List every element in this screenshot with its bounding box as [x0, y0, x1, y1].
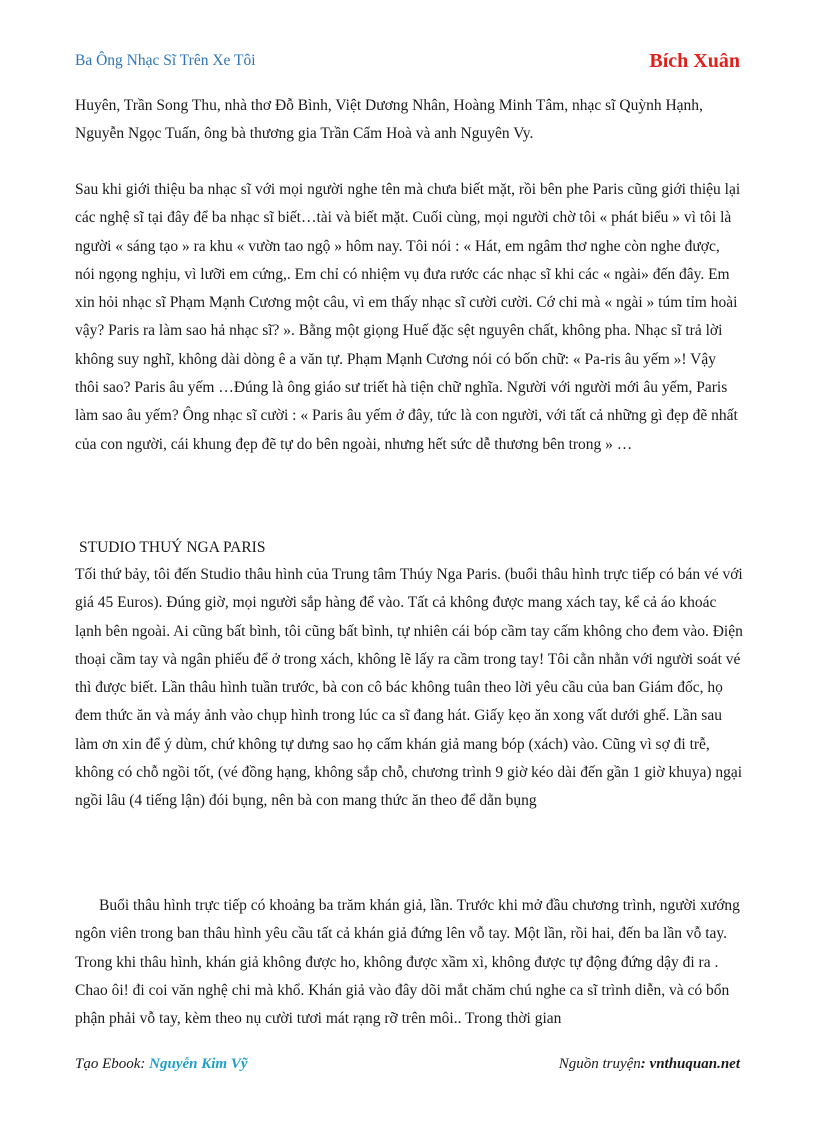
- footer-ebook-credit: [75, 1056, 248, 1073]
- footer-ebook-label: Tạo Ebook: [75, 1056, 141, 1072]
- footer-source-site: vnthuquan.net: [649, 1056, 740, 1072]
- paragraph-1: Huyên, Trần Song Thu, nhà thơ Đỗ Bình, Việt Dương Nhân, Hoàng Minh Tâm, nhạc sĩ Quỳnh Hạnh, Nguyễn Ngọc Tuấn, ông bà thương gia Trần Cẩm Hoà và anh Nguyên Vy.: [75, 97, 703, 143]
- section-heading: STUDIO THUÝ NGA PARIS: [79, 539, 266, 556]
- footer-ebook-separator: :: [140, 1056, 150, 1072]
- header-author: Bích Xuân: [649, 50, 740, 72]
- footer-source-separator: :: [640, 1056, 650, 1072]
- paragraph-3: Tối thứ bảy, tôi đến Studio thâu hình của Trung tâm Thúy Nga Paris. (buổi thâu hình trực tiếp có bán vé với giá 45 Euros). Đúng giờ, mọi người sắp hàng để vào. Tất cả không được mang xách tay, kể cả áo khoác lạnh bên ngoài. Ai cũng bất bình, tôi cũng bất bình, tự nhiên cái bóp cầm tay cấm không cho đem vào. Điện thoại cầm tay và ngân phiếu để ở trong xách, không lẽ lấy ra cầm trong tay! Tôi cằn nhằn với người soát vé thì được biết. Lần thâu hình tuần trước, bà con cô bác không tuân theo lời yêu cầu của ban Giám đốc, họ đem thức ăn và máy ảnh vào chụp hình trong lúc ca sĩ đang hát. Giấy kẹo ăn xong vất dưới ghế. Lần sau làm ơn xin để ý dùm, chứ không tự dưng sao họ cấm khán giả mang bóp (xách) vào. Cũng vì sợ đi trễ, không có chỗ ngồi tốt, (vé đồng hạng, không sắp chỗ, chương trình 9 giờ kéo dài đến gần 1 giờ khuya) ngại ngồi lâu (4 tiếng lận) đói bụng, nên bà con mang thức ăn theo để dằn bụng: [75, 566, 743, 810]
- paragraph-4: Buổi thâu hình trực tiếp có khoảng ba trăm khán giả, lần. Trước khi mở đầu chương trình, người xướng ngôn viên trong ban thâu hình yêu cầu tất cả khán giả đứng lên vỗ tay. Một lần, rồi hai, đến ba lần vỗ tay. Trong khi thâu hình, khán giả không được ho, không được xầm xì, không được tự động đứng dậy đi ra . Chao ôi! đi coi văn nghệ chi mà khổ. Khán giả vào đây dõi mắt chăm chú nghe ca sĩ trình diễn, và có bổn phận phải vỗ tay, kèm theo nụ cười tươi mát rạng rỡ trên môi.. Trong thời gian: [75, 897, 740, 1028]
- footer-ebook-name: Nguyễn Kim Vỹ: [149, 1056, 248, 1072]
- footer-source-label: Nguồn truyện: [558, 1056, 641, 1072]
- footer-source-credit: [559, 1056, 740, 1073]
- paragraph-2: Sau khi giới thiệu ba nhạc sĩ với mọi người nghe tên mà chưa biết mặt, rồi bên phe Paris cũng giới thiệu lại các nghệ sĩ tại đây để ba nhạc sĩ biết…tài và biết mặt. Cuối cùng, mọi người chờ tôi « phát biểu » vì tôi là người « sáng tạo » ra khu « vườn tao ngộ » hôm nay. Tôi nói : « Hát, em ngâm thơ nghe còn nghe được, nói ngọng nghịu, vì lưỡi em cứng,. Em chỉ có nhiệm vụ đưa rước các nhạc sĩ khi các « ngài» đến đây. Em xin hỏi nhạc sĩ Phạm Mạnh Cương một câu, vì em thấy nhạc sĩ cười cười. Cớ chi mà « ngài » túm tỉm hoài vậy? Paris ra làm sao hả nhạc sĩ? ». Bằng một giọng Huế đặc sệt nguyên chất, không pha. Nhạc sĩ trả lời không suy nghĩ, không dài dòng ê a văn tự. Phạm Mạnh Cương nói có bốn chữ: « Pa-ris âu yếm »! Vậy thôi sao? Paris âu yếm …Đúng là ông giáo sư triết hà tiện chữ nghĩa. Người với người mới âu yếm, Paris làm sao âu yếm? Ông nhạc sĩ cười : « Paris âu yếm ở đây, tức là con người, với tất cả những gì đẹp đẽ nhất của con người, cái khung đẹp đẽ tự do bên ngoài, nhưng hết sức dễ thương bên trong » …: [75, 181, 741, 453]
- header-title: Ba Ông Nhạc Sĩ Trên Xe Tôi: [75, 52, 256, 69]
